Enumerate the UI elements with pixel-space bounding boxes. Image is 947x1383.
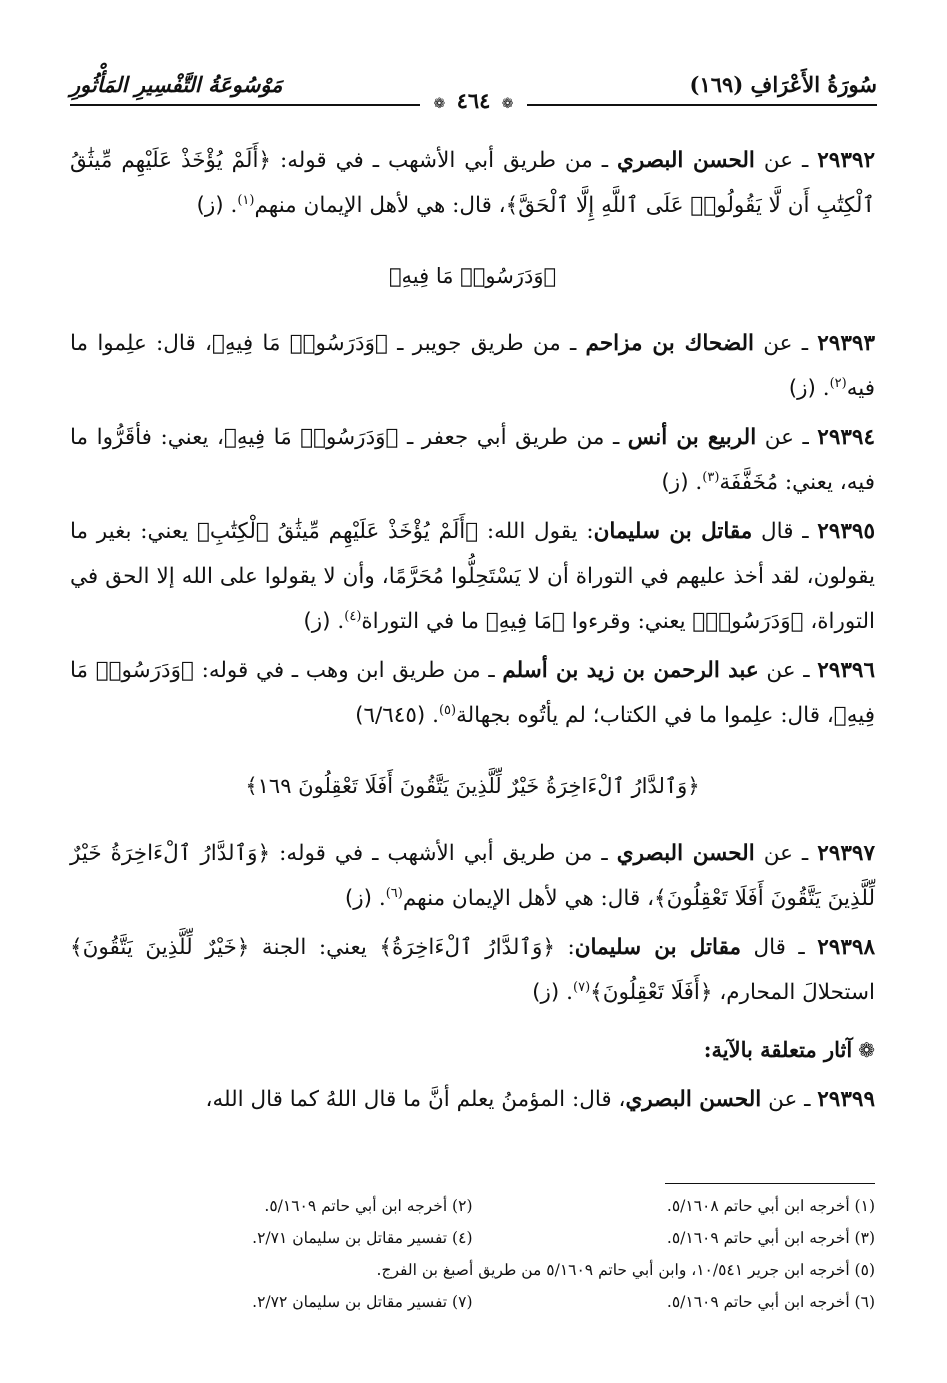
narrator-name: الحسن البصري <box>617 148 755 173</box>
footnote-3: (٣) أخرجه ابن أبي حاتم ٥/١٦٠٩. <box>666 1229 875 1247</box>
narration-text: . <box>223 193 238 218</box>
section-title-text: آثار متعلقة بالآية: <box>703 1037 853 1062</box>
narration-number: ٢٩٣٩٨ <box>817 935 875 960</box>
quran-quote: ﴿أَلَمْ يُؤْخَذْ عَلَيْهِم مِّيثَٰقُ ٱلْكِتَٰبِ أَن لَّا يَقُولُوا۟ عَلَى ٱللَّهِ إِلَّا ٱلْحَقَّ﴾ <box>70 148 875 218</box>
verse-heading: ﴿وَدَرَسُوا۟ مَا فِيهِ﴾ <box>388 264 557 288</box>
narration-text: ـ من طريق أبي الأشهب ـ في قوله: <box>271 148 617 173</box>
narration-number: ٢٩٣٩٧ <box>817 841 875 866</box>
source-code: (ز) <box>661 470 689 495</box>
narration-text: ـ عن <box>756 425 818 450</box>
narration-text: يعني: الجنة <box>249 935 380 960</box>
narration-text: ، يعني: فأقَرُّوا ما فيه، يعني: مُخَفَّفَة <box>70 425 875 495</box>
narration-entry <box>70 831 875 921</box>
footnote-ref: (٥) <box>438 702 457 718</box>
narration-entry <box>70 648 875 738</box>
quran-quote: ﴿وَٱلدَّارُ ٱلْءَاخِرَةُ﴾ <box>379 935 555 960</box>
source-code: (ز) <box>344 886 373 911</box>
footnote-6: (٦) أخرجه ابن أبي حاتم ٥/١٦٠٩. <box>666 1293 875 1311</box>
footnote-7: (٧) تفسير مقاتل بن سليمان ٢/٧٢. <box>252 1293 473 1311</box>
narration-number: ٢٩٣٩٩ <box>817 1087 875 1112</box>
page-number: ٤٦٤ <box>456 88 491 113</box>
footnote-ref: (٦) <box>385 885 403 901</box>
narration-text: . <box>815 376 830 401</box>
narration-text: ـ عن <box>761 1087 818 1112</box>
narration-entry <box>70 509 875 644</box>
ornament-icon: ❁ <box>433 96 446 112</box>
narration-text: ـ عن <box>754 148 818 173</box>
section-title <box>70 1027 875 1073</box>
footnote-ref: (١) <box>237 192 255 208</box>
narration-text: ـ عن <box>758 658 818 683</box>
source-code: (٦/٦٤٥) <box>355 703 426 728</box>
quran-quote: ﴿خَيْرٌ لِّلَّذِينَ يَتَّقُونَ﴾ <box>70 935 250 960</box>
narrator-name: مقاتل بن سليمان <box>574 935 741 960</box>
narration-text: : <box>554 935 575 960</box>
narrator-name: الحسن البصري <box>616 841 755 866</box>
source-code: (ز) <box>196 193 224 218</box>
footnote-ref: (٧) <box>573 979 591 995</box>
narrator-name: مقاتل بن سليمان <box>593 519 753 544</box>
narration-text: . <box>425 703 439 728</box>
narrator-name: عبد الرحمن بن زيد بن أسلم <box>502 658 759 683</box>
narration-entry <box>70 138 875 228</box>
narration-number: ٢٩٣٩٣ <box>817 331 875 356</box>
narration-text: ـ من طريق ابن وهب ـ في قوله: <box>193 658 503 683</box>
quran-quote: ﴿أَفَلَا تَعْقِلُونَ﴾ <box>590 980 713 1005</box>
footnote-5: (٥) أخرجه ابن جرير ١٠/٥٤١، وابن أبي حاتم ٥/١٦٠٩ من طريق أصبغ بن الفرج. <box>376 1261 875 1279</box>
narration-number: ٢٩٣٩٥ <box>817 519 875 544</box>
narration-text: ـ عن <box>754 841 818 866</box>
narration-text: يعني: بغير ما يقولون، لقد أخذ عليهم في التوراة أن لا يَسْتَحِلُّوا مُحَرَّمًا، وأن لا يقولوا على الله إلا الحق في التوراة، <box>70 519 875 634</box>
narration-text: ، قال: المؤمنُ يعلم أنَّ ما قال اللهُ كما قال الله، <box>205 1087 626 1112</box>
narration-text: ، قال: هي لأهل الإيمان منهم <box>402 886 655 911</box>
narrator-name: الربيع بن أنس <box>627 425 757 450</box>
narration-entry <box>70 925 875 1015</box>
narration-text: ، قال: علِموا ما في الكتاب؛ لم يأتُوه بجهالة <box>456 703 834 728</box>
narration-text: . <box>372 886 386 911</box>
narration-text: ، قال: هي لأهل الإيمان منهم <box>254 193 506 218</box>
flower-ornament-icon: ❁ <box>858 1038 875 1062</box>
narration-text: ـ قال <box>740 935 818 960</box>
narration-entry <box>70 415 875 505</box>
narration-text: : يقول الله: <box>478 519 594 544</box>
narration-text: ـ من طريق أبي جعفر ـ <box>398 425 628 450</box>
narration-number: ٢٩٣٩٦ <box>817 658 875 683</box>
narrator-name: الحسن البصري <box>625 1087 762 1112</box>
narration-text: ـ من طريق أبي الأشهب ـ في قوله: <box>270 841 617 866</box>
quran-quote: ﴿وَدَرَسُوا۟ مَا فِيهِ﴾ <box>223 425 399 450</box>
quran-quote: ﴿وَدَرَسُوا۟ مَا فِيهِ﴾ <box>70 658 875 728</box>
quran-quote: ﴿وَدَرَسُوا۟﴾ <box>692 609 804 634</box>
narration-text: . <box>688 470 703 495</box>
footnote-2: (٢) أخرجه ابن أبي حاتم ٥/١٦٠٩. <box>264 1197 473 1215</box>
narration-entry <box>70 1077 875 1122</box>
quran-quote: ﴿وَٱلدَّارُ ٱلْءَاخِرَةُ خَيْرٌ لِّلَّذِينَ يَتَّقُونَ أَفَلَا تَعْقِلُونَ﴾ <box>70 841 875 911</box>
narration-text: ـ قال <box>752 519 818 544</box>
footnote-4: (٤) تفسير مقاتل بن سليمان ٢/٧١. <box>252 1229 473 1247</box>
footnote-ref: (٤) <box>344 608 362 624</box>
narration-entry <box>70 321 875 411</box>
footnotes <box>70 1190 875 1318</box>
narration-text: ما في التوراة <box>361 609 486 634</box>
narration-text: يعني: وقرءوا <box>564 609 693 634</box>
narration-text: استحلالَ المحارم، <box>712 980 875 1005</box>
narration-number: ٢٩٣٩٢ <box>817 148 875 173</box>
narrator-name: الضحاك بن مزاحم <box>585 331 754 356</box>
narration-number: ٢٩٣٩٤ <box>817 425 876 450</box>
source-code: (ز) <box>532 980 560 1005</box>
footnote-rule <box>665 1183 875 1184</box>
quran-quote: ﴿أَلَمْ يُؤْخَذْ عَلَيْهِم مِّيثَٰقُ ٱلْكِتَٰبِ﴾ <box>196 519 479 544</box>
quran-quote: ﴿مَا فِيهِ﴾ <box>485 609 565 634</box>
source-code: (ز) <box>788 376 816 401</box>
main-text <box>70 138 875 1126</box>
footnote-1: (١) أخرجه ابن أبي حاتم ٥/١٦٠٨. <box>666 1197 875 1215</box>
narration-text: ـ من طريق جويبر ـ <box>387 331 586 356</box>
narration-text: . <box>330 609 345 634</box>
narration-text: ، قال: علِموا ما فيه <box>70 331 875 401</box>
book-title: مَوْسُوعَةُ التَّفْسِيرِ المَأْثُورِ <box>70 71 283 97</box>
verse-heading: ﴿وَٱلدَّارُ ٱلْءَاخِرَةُ خَيْرٌ لِّلَّذِينَ يَتَّقُونَ أَفَلَا تَعْقِلُونَ ١٦٩﴾ <box>245 774 700 798</box>
footnote-ref: (٢) <box>829 375 847 391</box>
narration-text: . <box>559 980 573 1005</box>
source-code: (ز) <box>303 609 331 634</box>
footnote-ref: (٣) <box>702 469 720 485</box>
page-number-box <box>0 88 947 113</box>
narration-text: ـ عن <box>753 331 818 356</box>
surah-title: سُورَةُ الأَعْرَافِ (١٦٩) <box>689 71 877 97</box>
ornament-icon: ❁ <box>501 96 514 112</box>
quran-quote: ﴿وَدَرَسُوا۟ مَا فِيهِ﴾ <box>211 331 388 356</box>
